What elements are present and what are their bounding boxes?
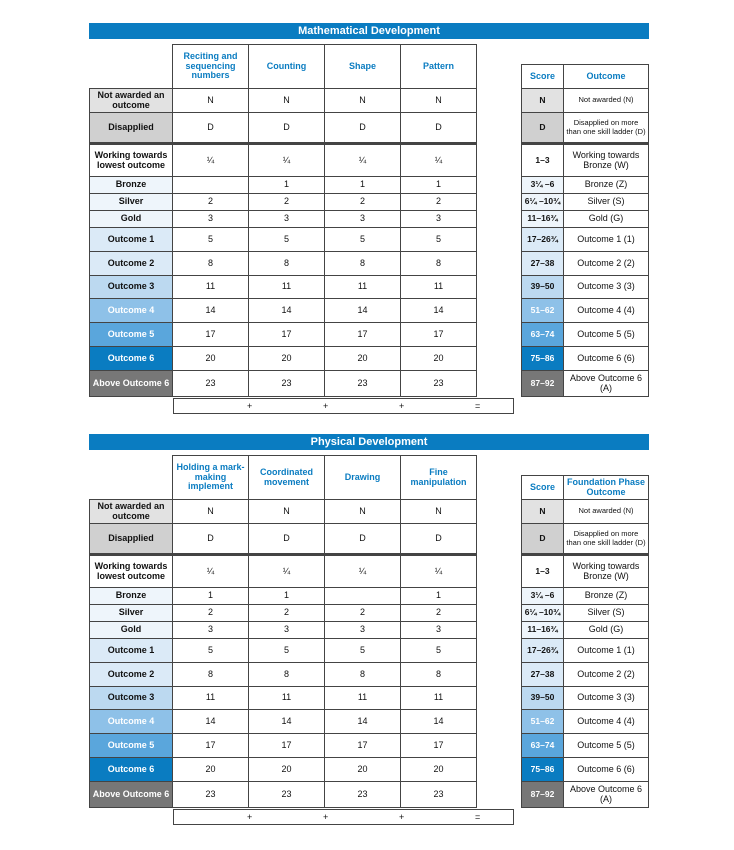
score-cell: D [401, 524, 477, 555]
table-row [90, 371, 477, 397]
column-header: Shape [325, 45, 401, 89]
score-cell: 3 [401, 622, 477, 639]
score-cell: ¼ [249, 144, 325, 177]
score-range: 11–16¾ [522, 622, 564, 639]
outcome-header: Outcome [564, 65, 649, 89]
score-range: 6¼ –10¾ [522, 605, 564, 622]
score-row [522, 89, 649, 113]
score-row [522, 299, 649, 323]
row-label: Working towards lowest outcome [90, 555, 173, 588]
row-label: Disapplied [90, 113, 173, 144]
outcome-label: Outcome 1 (1) [564, 639, 649, 663]
score-cell: 5 [325, 639, 401, 663]
plus-sign: + [247, 401, 253, 411]
row-label: Gold [90, 622, 173, 639]
score-row [522, 782, 649, 808]
score-cell: 2 [325, 194, 401, 211]
outcome-header: Foundation Phase Outcome [564, 476, 649, 500]
equals-sign: = [475, 812, 481, 822]
table-row [90, 89, 477, 113]
row-label: Above Outcome 6 [90, 782, 173, 808]
score-outcome-table [521, 64, 649, 397]
score-range: 6¼ –10¾ [522, 194, 564, 211]
score-cell: 11 [401, 276, 477, 299]
score-cell: 1 [325, 177, 401, 194]
score-cell: 5 [173, 228, 249, 252]
plus-sign: + [399, 812, 405, 822]
table-row [90, 500, 477, 524]
score-cell: 8 [325, 663, 401, 687]
score-cell: 8 [173, 663, 249, 687]
score-cell: 14 [325, 299, 401, 323]
score-row [522, 500, 649, 524]
table-row [90, 228, 477, 252]
score-cell: D [249, 524, 325, 555]
table-row [90, 782, 477, 808]
score-cell: 1 [401, 177, 477, 194]
score-header: Score [522, 65, 564, 89]
score-cell: 8 [401, 252, 477, 276]
score-cell: 23 [249, 371, 325, 397]
score-cell: 3 [249, 622, 325, 639]
score-cell: 2 [249, 605, 325, 622]
table-row [90, 555, 477, 588]
score-cell: 5 [173, 639, 249, 663]
table-row [90, 605, 477, 622]
score-row [522, 639, 649, 663]
table-row [90, 113, 477, 144]
score-range: N [522, 500, 564, 524]
score-cell: 8 [173, 252, 249, 276]
score-cell: D [401, 113, 477, 144]
score-cell: N [325, 89, 401, 113]
row-label: Outcome 4 [90, 299, 173, 323]
score-cell: D [325, 524, 401, 555]
score-cell: ¼ [249, 555, 325, 588]
score-header: Score [522, 476, 564, 500]
score-cell: 23 [249, 782, 325, 808]
skill-ladder-table [89, 455, 477, 808]
score-row [522, 228, 649, 252]
table-row [90, 663, 477, 687]
score-row [522, 252, 649, 276]
row-label: Gold [90, 211, 173, 228]
score-row [522, 588, 649, 605]
score-cell: 2 [173, 605, 249, 622]
score-range: N [522, 89, 564, 113]
score-cell: 17 [173, 323, 249, 347]
score-cell: ¼ [173, 555, 249, 588]
row-label: Outcome 3 [90, 276, 173, 299]
score-cell: N [401, 89, 477, 113]
score-cell: 11 [325, 276, 401, 299]
score-row [522, 211, 649, 228]
table-row [90, 588, 477, 605]
score-cell: 23 [401, 782, 477, 808]
score-cell: 14 [401, 710, 477, 734]
score-cell: 20 [173, 758, 249, 782]
outcome-label: Outcome 6 (6) [564, 347, 649, 371]
score-cell: 8 [401, 663, 477, 687]
outcome-label: Bronze (Z) [564, 177, 649, 194]
plus-sign: + [323, 401, 329, 411]
table-row [90, 323, 477, 347]
row-label: Outcome 5 [90, 323, 173, 347]
table-row [90, 211, 477, 228]
score-cell: 20 [325, 758, 401, 782]
score-row [522, 113, 649, 144]
score-range: D [522, 524, 564, 555]
table-row [90, 144, 477, 177]
table-row [90, 622, 477, 639]
row-label: Bronze [90, 177, 173, 194]
table-row [90, 177, 477, 194]
table-row [90, 524, 477, 555]
score-cell: 5 [325, 228, 401, 252]
score-range: 75–86 [522, 758, 564, 782]
equals-sign: = [475, 401, 481, 411]
row-label: Silver [90, 605, 173, 622]
score-range: 87–92 [522, 371, 564, 397]
score-cell: 20 [401, 758, 477, 782]
score-cell: 17 [249, 734, 325, 758]
score-cell: 11 [173, 687, 249, 710]
score-range: 39–50 [522, 276, 564, 299]
score-cell: 5 [401, 228, 477, 252]
score-outcome-table [521, 475, 649, 808]
outcome-label: Outcome 6 (6) [564, 758, 649, 782]
score-cell: 23 [401, 371, 477, 397]
row-label: Bronze [90, 588, 173, 605]
score-range: 3¼ –6 [522, 588, 564, 605]
plus-sign: + [247, 812, 253, 822]
score-row [522, 710, 649, 734]
score-range: 63–74 [522, 323, 564, 347]
score-cell: 20 [173, 347, 249, 371]
table-row [90, 252, 477, 276]
score-row [522, 555, 649, 588]
score-cell: 17 [173, 734, 249, 758]
outcome-label: Outcome 3 (3) [564, 687, 649, 710]
score-row [522, 605, 649, 622]
column-header: Coordinated movement [249, 456, 325, 500]
score-range: D [522, 113, 564, 144]
row-label: Outcome 1 [90, 639, 173, 663]
table-row [90, 758, 477, 782]
column-header: Counting [249, 45, 325, 89]
score-range: 1–3 [522, 555, 564, 588]
score-cell: 14 [173, 710, 249, 734]
score-range: 51–62 [522, 299, 564, 323]
corner-blank [90, 456, 173, 500]
score-cell: 1 [249, 588, 325, 605]
score-cell: 2 [173, 194, 249, 211]
row-label: Outcome 4 [90, 710, 173, 734]
score-cell: 1 [249, 177, 325, 194]
score-cell: 23 [325, 371, 401, 397]
outcome-label: Above Outcome 6 (A) [564, 371, 649, 397]
score-range: 27–38 [522, 663, 564, 687]
score-cell: 8 [249, 663, 325, 687]
score-row [522, 347, 649, 371]
score-row [522, 177, 649, 194]
score-range: 27–38 [522, 252, 564, 276]
row-label: Outcome 5 [90, 734, 173, 758]
score-cell: 23 [325, 782, 401, 808]
score-cell: N [325, 500, 401, 524]
score-cell: 3 [401, 211, 477, 228]
section-title: Mathematical Development [89, 23, 649, 39]
score-cell: 23 [173, 782, 249, 808]
score-cell: 3 [325, 211, 401, 228]
score-cell: 11 [325, 687, 401, 710]
score-cell: N [173, 89, 249, 113]
score-cell: 17 [401, 323, 477, 347]
score-cell: ¼ [325, 144, 401, 177]
row-label: Outcome 2 [90, 663, 173, 687]
score-cell: 5 [249, 639, 325, 663]
outcome-label: Disapplied on more than one skill ladder (D) [564, 113, 649, 144]
outcome-label: Silver (S) [564, 605, 649, 622]
score-cell: 1 [401, 588, 477, 605]
outcome-label: Gold (G) [564, 211, 649, 228]
score-cell: 17 [401, 734, 477, 758]
score-row [522, 194, 649, 211]
corner-blank [90, 45, 173, 89]
score-cell: 17 [325, 734, 401, 758]
score-cell: 14 [401, 299, 477, 323]
outcome-label: Not awarded (N) [564, 89, 649, 113]
score-cell: 11 [249, 276, 325, 299]
totals-row [173, 809, 514, 825]
outcome-label: Outcome 4 (4) [564, 710, 649, 734]
score-cell: ¼ [325, 555, 401, 588]
skill-ladder-table [89, 44, 477, 397]
row-label: Working towards lowest outcome [90, 144, 173, 177]
outcome-label: Gold (G) [564, 622, 649, 639]
table-row [90, 276, 477, 299]
score-row [522, 687, 649, 710]
column-header: Fine manipulation [401, 456, 477, 500]
outcome-label: Bronze (Z) [564, 588, 649, 605]
score-cell: 3 [249, 211, 325, 228]
score-cell: N [249, 89, 325, 113]
score-range: 1–3 [522, 144, 564, 177]
score-cell: 14 [249, 710, 325, 734]
score-row [522, 144, 649, 177]
outcome-label: Outcome 4 (4) [564, 299, 649, 323]
outcome-label: Working towards Bronze (W) [564, 555, 649, 588]
score-row [522, 323, 649, 347]
score-cell: D [249, 113, 325, 144]
outcome-label: Outcome 5 (5) [564, 323, 649, 347]
row-label: Outcome 3 [90, 687, 173, 710]
score-range: 11–16¾ [522, 211, 564, 228]
score-range: 17–26¾ [522, 228, 564, 252]
row-label: Outcome 6 [90, 347, 173, 371]
score-range: 75–86 [522, 347, 564, 371]
score-cell: 3 [173, 622, 249, 639]
score-cell: 20 [401, 347, 477, 371]
score-cell: D [173, 524, 249, 555]
score-cell: ¼ [173, 144, 249, 177]
score-cell: ¼ [401, 144, 477, 177]
score-cell: 3 [173, 211, 249, 228]
outcome-label: Disapplied on more than one skill ladder (D) [564, 524, 649, 555]
score-cell: ¼ [401, 555, 477, 588]
outcome-label: Outcome 3 (3) [564, 276, 649, 299]
score-cell: 5 [249, 228, 325, 252]
score-cell: N [173, 500, 249, 524]
score-cell: 5 [401, 639, 477, 663]
column-header: Pattern [401, 45, 477, 89]
outcome-label: Silver (S) [564, 194, 649, 211]
score-row [522, 622, 649, 639]
table-row [90, 687, 477, 710]
score-cell [325, 588, 401, 605]
score-row [522, 734, 649, 758]
score-cell: 20 [325, 347, 401, 371]
score-range: 51–62 [522, 710, 564, 734]
score-cell [173, 177, 249, 194]
score-cell: 20 [249, 758, 325, 782]
score-cell: 2 [401, 605, 477, 622]
plus-sign: + [323, 812, 329, 822]
score-cell: 11 [249, 687, 325, 710]
plus-sign: + [399, 401, 405, 411]
row-label: Silver [90, 194, 173, 211]
outcome-label: Working towards Bronze (W) [564, 144, 649, 177]
score-cell: 11 [401, 687, 477, 710]
score-range: 63–74 [522, 734, 564, 758]
score-range: 3¼ –6 [522, 177, 564, 194]
table-row [90, 734, 477, 758]
table-row [90, 347, 477, 371]
score-cell: 14 [325, 710, 401, 734]
table-row [90, 639, 477, 663]
score-cell: 2 [325, 605, 401, 622]
score-cell: D [325, 113, 401, 144]
row-label: Outcome 6 [90, 758, 173, 782]
score-cell: 17 [249, 323, 325, 347]
outcome-label: Outcome 2 (2) [564, 663, 649, 687]
row-label: Not awarded an outcome [90, 500, 173, 524]
score-cell: 17 [325, 323, 401, 347]
score-range: 39–50 [522, 687, 564, 710]
score-cell: 14 [173, 299, 249, 323]
score-cell: D [173, 113, 249, 144]
row-label: Outcome 1 [90, 228, 173, 252]
score-cell: 14 [249, 299, 325, 323]
score-cell: N [401, 500, 477, 524]
table-row [90, 194, 477, 211]
row-label: Disapplied [90, 524, 173, 555]
outcome-label: Not awarded (N) [564, 500, 649, 524]
row-label: Not awarded an outcome [90, 89, 173, 113]
score-cell: 20 [249, 347, 325, 371]
section-title: Physical Development [89, 434, 649, 450]
score-cell: 23 [173, 371, 249, 397]
score-row [522, 663, 649, 687]
score-cell: 8 [249, 252, 325, 276]
score-cell: N [249, 500, 325, 524]
score-cell: 8 [325, 252, 401, 276]
score-range: 87–92 [522, 782, 564, 808]
column-header: Reciting and sequencing numbers [173, 45, 249, 89]
totals-row [173, 398, 514, 414]
outcome-label: Outcome 1 (1) [564, 228, 649, 252]
row-label: Above Outcome 6 [90, 371, 173, 397]
outcome-label: Outcome 2 (2) [564, 252, 649, 276]
score-cell: 11 [173, 276, 249, 299]
outcome-label: Above Outcome 6 (A) [564, 782, 649, 808]
table-row [90, 299, 477, 323]
row-label: Outcome 2 [90, 252, 173, 276]
score-row [522, 758, 649, 782]
score-row [522, 524, 649, 555]
table-row [90, 710, 477, 734]
score-range: 17–26¾ [522, 639, 564, 663]
score-cell: 3 [325, 622, 401, 639]
score-cell: 2 [249, 194, 325, 211]
column-header: Holding a mark-making implement [173, 456, 249, 500]
score-cell: 1 [173, 588, 249, 605]
score-row [522, 371, 649, 397]
column-header: Drawing [325, 456, 401, 500]
score-cell: 2 [401, 194, 477, 211]
outcome-label: Outcome 5 (5) [564, 734, 649, 758]
score-row [522, 276, 649, 299]
